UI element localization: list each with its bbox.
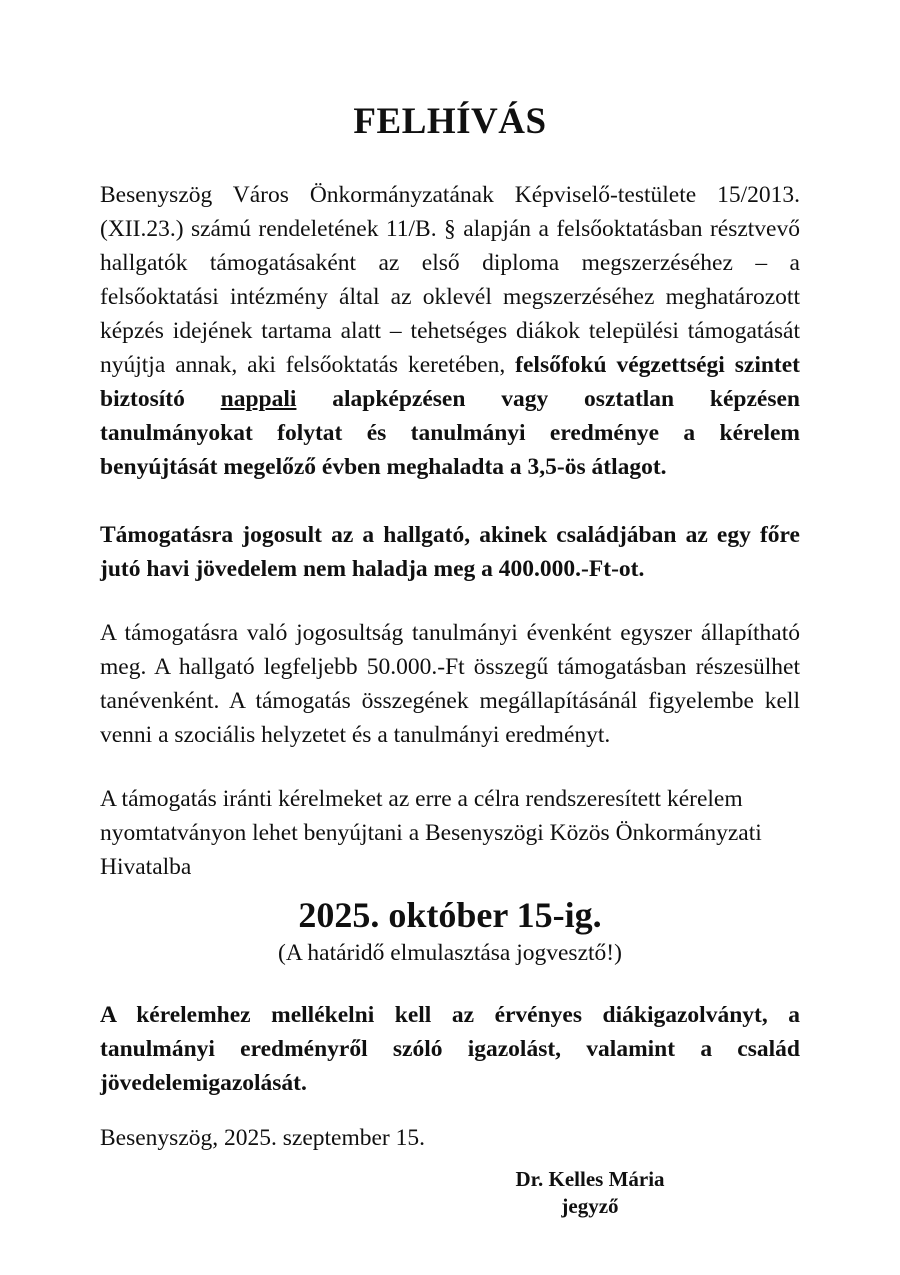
paragraph-eligibility-emphasis-nappali: nappali bbox=[220, 386, 297, 412]
paragraph-eligibility bbox=[100, 178, 800, 484]
place-and-date: Besenyszög, 2025. szeptember 15. bbox=[100, 1125, 426, 1151]
document-content bbox=[100, 0, 800, 1220]
spacer bbox=[100, 484, 800, 518]
signer-role: jegyző bbox=[561, 1194, 619, 1218]
spacer bbox=[100, 1100, 800, 1122]
signature-block bbox=[380, 1166, 800, 1220]
paragraph-eligibility-bold-lead: felsőfokú végzettségi szintet biztosító bbox=[100, 352, 800, 412]
spacer bbox=[100, 968, 800, 998]
paragraph-award-amount: A támogatásra való jogosultság tanulmányi évenként egyszer állapítható meg. A hallgató legfeljebb 50.000.-Ft összegű támogatásban részesülhet tanévenként. A támogatás összegének megállapításánál figyelembe kell venni a szociális helyzetet és a tanulmányi eredményt. bbox=[100, 620, 800, 748]
signer-name: Dr. Kelles Mária bbox=[515, 1167, 665, 1191]
paragraph-income-limit: Támogatásra jogosult az a hallgató, akinek családjában az egy főre jutó havi jövedelem nem haladja meg a 400.000.-Ft-ot. bbox=[100, 522, 800, 582]
deadline-warning-note: (A határidő elmulasztása jogvesztő!) bbox=[278, 940, 622, 966]
paragraph-submission: A támogatás iránti kérelmeket az erre a célra rendszeresített kérelem nyomtatványon lehet benyújtani a Besenyszögi Közös Önkormányzati Hivatalba bbox=[100, 786, 762, 880]
paragraph-required-attachments: A kérelemhez mellékelni kell az érvényes diákigazolványt, a tanulmányi eredményről szóló igazolást, valamint a család jövedelemigazolását. bbox=[100, 1002, 800, 1096]
page-title: FELHÍVÁS bbox=[353, 101, 547, 142]
spacer bbox=[100, 752, 800, 782]
spacer bbox=[100, 586, 800, 616]
paragraph-eligibility-bold-tail: alapképzésen vagy osztatlan képzésen tanulmányokat folytat és tanulmányi eredménye a kérelem benyújtását megelőző évben meghaladta a 3,5-ös átlagot. bbox=[100, 386, 801, 480]
deadline-date: 2025. október 15-ig. bbox=[298, 895, 602, 935]
paragraph-eligibility-intro: Besenyszög Város Önkormányzatának Képviselő-testülete 15/2013.(XII.23.) számú rendeletének 11/B. § alapján a felsőoktatásban résztvevő hallgatók támogatásaként az első diploma megszerzéséhez – a felsőoktatási intézmény által az oklevél megszerzéséhez meghatározott képzés idejének tartama alatt – tehetséges diákok települési támogatását nyújtja annak, aki felsőoktatás keretében, bbox=[100, 182, 800, 378]
